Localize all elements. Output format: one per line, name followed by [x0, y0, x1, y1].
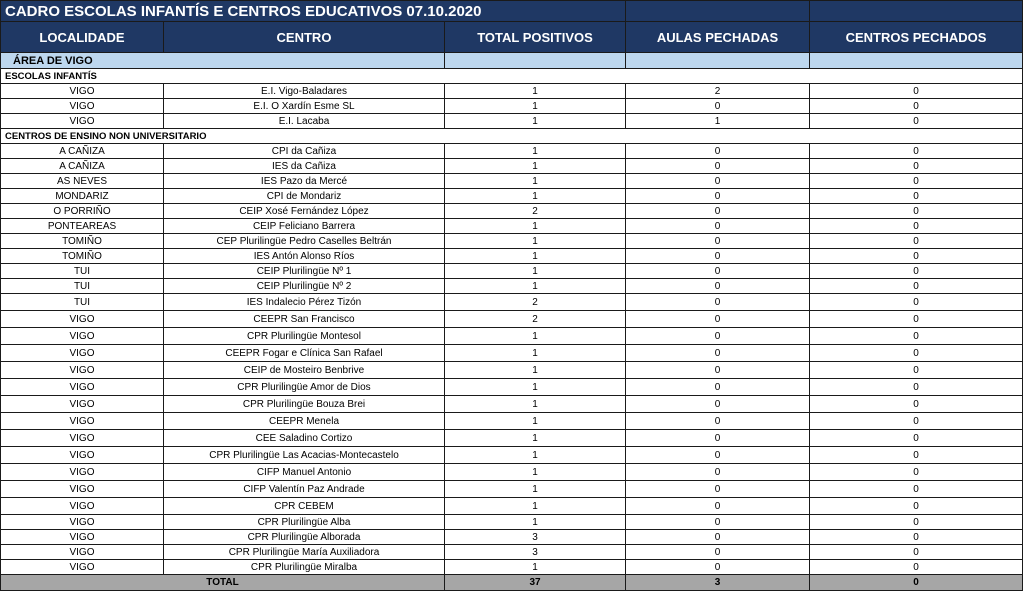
- cell-localidade: TUI: [1, 279, 164, 294]
- table-row: [1, 144, 1023, 159]
- cell-total-positivos: 1: [445, 362, 626, 379]
- cell-centro: CIFP Valentín Paz Andrade: [164, 481, 445, 498]
- table-row: [1, 362, 1023, 379]
- cell-centros-pechados: 0: [810, 328, 1023, 345]
- cell-aulas-pechadas: 0: [626, 249, 810, 264]
- cell-total-positivos: 1: [445, 498, 626, 515]
- cell-aulas-pechadas: 0: [626, 396, 810, 413]
- cell-centros-pechados: 0: [810, 99, 1023, 114]
- cell-aulas-pechadas: 0: [626, 144, 810, 159]
- cell-total-positivos: 1: [445, 174, 626, 189]
- cell-localidade: A CAÑIZA: [1, 144, 164, 159]
- cell-centros-pechados: 0: [810, 498, 1023, 515]
- cell-centro: CPR CEBEM: [164, 498, 445, 515]
- cell-centros-pechados: 0: [810, 379, 1023, 396]
- cell-centro: CPR Plurilingüe María Auxiliadora: [164, 545, 445, 560]
- cell-centros-pechados: 0: [810, 560, 1023, 575]
- cell-aulas-pechadas: 0: [626, 279, 810, 294]
- cell-aulas-pechadas: 0: [626, 234, 810, 249]
- cell-centro: CEP Plurilingüe Pedro Caselles Beltrán: [164, 234, 445, 249]
- cell-centros-pechados: 0: [810, 430, 1023, 447]
- cell-aulas-pechadas: 0: [626, 430, 810, 447]
- section-label: ESCOLAS INFANTÍS: [1, 69, 1023, 84]
- cell-localidade: VIGO: [1, 545, 164, 560]
- cell-localidade: VIGO: [1, 464, 164, 481]
- cell-aulas-pechadas: 0: [626, 379, 810, 396]
- cell-centros-pechados: 0: [810, 159, 1023, 174]
- section-header-row: [1, 129, 1023, 144]
- cell-centros-pechados: 0: [810, 311, 1023, 328]
- cell-centro: CEEPR Fogar e Clínica San Rafael: [164, 345, 445, 362]
- cell-centro: E.I. O Xardín Esme SL: [164, 99, 445, 114]
- table-row: [1, 219, 1023, 234]
- cell-centro: CPI da Cañiza: [164, 144, 445, 159]
- cell-centros-pechados: 0: [810, 464, 1023, 481]
- table-row: [1, 498, 1023, 515]
- cell-localidade: VIGO: [1, 379, 164, 396]
- total-row: [1, 575, 1023, 591]
- table-row: [1, 84, 1023, 99]
- area-row: [1, 53, 1023, 69]
- cell-aulas-pechadas: 0: [626, 189, 810, 204]
- cell-centros-pechados: 0: [810, 294, 1023, 311]
- cell-centro: CEE Saladino Cortizo: [164, 430, 445, 447]
- table-row: [1, 379, 1023, 396]
- cell-centro: E.I. Vigo-Baladares: [164, 84, 445, 99]
- cell-total-positivos: 1: [445, 413, 626, 430]
- cell-aulas-pechadas: 0: [626, 294, 810, 311]
- area-blank-cell: [626, 53, 810, 69]
- cell-aulas-pechadas: 0: [626, 545, 810, 560]
- cell-centros-pechados: 0: [810, 396, 1023, 413]
- section-label: CENTROS DE ENSINO NON UNIVERSITARIO: [1, 129, 1023, 144]
- table-row: [1, 204, 1023, 219]
- cell-centros-pechados: 0: [810, 249, 1023, 264]
- cell-centro: E.I. Lacaba: [164, 114, 445, 129]
- table-row: [1, 328, 1023, 345]
- cell-total-positivos: 2: [445, 204, 626, 219]
- cell-localidade: VIGO: [1, 430, 164, 447]
- cell-localidade: VIGO: [1, 560, 164, 575]
- cell-total-positivos: 1: [445, 379, 626, 396]
- cell-centro: IES Indalecio Pérez Tizón: [164, 294, 445, 311]
- cell-localidade: VIGO: [1, 84, 164, 99]
- table-row: [1, 413, 1023, 430]
- cell-localidade: TUI: [1, 264, 164, 279]
- header-centros-pechados: CENTROS PECHADOS: [810, 22, 1023, 53]
- cell-aulas-pechadas: 0: [626, 530, 810, 545]
- table-row: [1, 264, 1023, 279]
- cell-centro: CPR Plurilingüe Alborada: [164, 530, 445, 545]
- cell-total-positivos: 2: [445, 294, 626, 311]
- table-row: [1, 114, 1023, 129]
- cell-total-positivos: 1: [445, 234, 626, 249]
- table-row: [1, 345, 1023, 362]
- cell-total-positivos: 1: [445, 481, 626, 498]
- cell-centro: IES Antón Alonso Ríos: [164, 249, 445, 264]
- area-blank-cell: [810, 53, 1023, 69]
- cell-centro: CPR Plurilingüe Bouza Brei: [164, 396, 445, 413]
- total-aulas-pechadas: 3: [626, 575, 810, 591]
- area-label: ÁREA DE VIGO: [1, 53, 445, 69]
- cell-total-positivos: 1: [445, 189, 626, 204]
- table-row: [1, 279, 1023, 294]
- cell-centros-pechados: 0: [810, 345, 1023, 362]
- table-row: [1, 234, 1023, 249]
- cell-total-positivos: 1: [445, 464, 626, 481]
- cell-localidade: VIGO: [1, 328, 164, 345]
- total-centros-pechados: 0: [810, 575, 1023, 591]
- cell-aulas-pechadas: 0: [626, 560, 810, 575]
- cell-localidade: A CAÑIZA: [1, 159, 164, 174]
- table-row: [1, 189, 1023, 204]
- cell-centro: CIFP Manuel Antonio: [164, 464, 445, 481]
- table-row: [1, 560, 1023, 575]
- cell-aulas-pechadas: 0: [626, 413, 810, 430]
- cell-total-positivos: 2: [445, 311, 626, 328]
- cell-localidade: VIGO: [1, 498, 164, 515]
- table-row: [1, 447, 1023, 464]
- cell-aulas-pechadas: 0: [626, 481, 810, 498]
- header-total-positivos: TOTAL POSITIVOS: [445, 22, 626, 53]
- cell-aulas-pechadas: 0: [626, 515, 810, 530]
- cell-aulas-pechadas: 0: [626, 264, 810, 279]
- cell-localidade: VIGO: [1, 99, 164, 114]
- cell-total-positivos: 1: [445, 447, 626, 464]
- cell-centros-pechados: 0: [810, 481, 1023, 498]
- cell-total-positivos: 1: [445, 84, 626, 99]
- cell-localidade: MONDARIZ: [1, 189, 164, 204]
- section-header-row: [1, 69, 1023, 84]
- total-label: TOTAL: [1, 575, 445, 591]
- header-centro: CENTRO: [164, 22, 445, 53]
- cell-aulas-pechadas: 0: [626, 345, 810, 362]
- table-row: [1, 311, 1023, 328]
- cell-centro: CPR Plurilingüe Las Acacias-Montecastelo: [164, 447, 445, 464]
- cell-aulas-pechadas: 0: [626, 204, 810, 219]
- cell-centros-pechados: 0: [810, 279, 1023, 294]
- table-row: [1, 481, 1023, 498]
- cell-centros-pechados: 0: [810, 530, 1023, 545]
- cell-centros-pechados: 0: [810, 362, 1023, 379]
- cell-centro: CEIP Plurilingüe Nº 2: [164, 279, 445, 294]
- cell-aulas-pechadas: 0: [626, 362, 810, 379]
- cell-localidade: VIGO: [1, 413, 164, 430]
- cell-centro: CPR Plurilingüe Montesol: [164, 328, 445, 345]
- title-blank-cell: [810, 1, 1023, 22]
- title-row: [1, 1, 1023, 22]
- table-row: [1, 464, 1023, 481]
- table-row: [1, 515, 1023, 530]
- cell-centros-pechados: 0: [810, 174, 1023, 189]
- cell-centros-pechados: 0: [810, 413, 1023, 430]
- cell-total-positivos: 3: [445, 545, 626, 560]
- cell-aulas-pechadas: 0: [626, 174, 810, 189]
- cell-localidade: O PORRIÑO: [1, 204, 164, 219]
- cell-centros-pechados: 0: [810, 545, 1023, 560]
- table-row: [1, 174, 1023, 189]
- cell-total-positivos: 1: [445, 328, 626, 345]
- cell-centros-pechados: 0: [810, 204, 1023, 219]
- cell-total-positivos: 1: [445, 515, 626, 530]
- table-body: [1, 1, 1023, 591]
- cell-total-positivos: 1: [445, 114, 626, 129]
- header-localidade: LOCALIDADE: [1, 22, 164, 53]
- cell-total-positivos: 1: [445, 396, 626, 413]
- cell-localidade: VIGO: [1, 345, 164, 362]
- header-row: [1, 22, 1023, 53]
- cell-localidade: VIGO: [1, 447, 164, 464]
- cell-localidade: TUI: [1, 294, 164, 311]
- cell-localidade: VIGO: [1, 481, 164, 498]
- cell-centro: IES da Cañiza: [164, 159, 445, 174]
- cell-centro: CEEPR Menela: [164, 413, 445, 430]
- cell-localidade: VIGO: [1, 311, 164, 328]
- cell-total-positivos: 1: [445, 249, 626, 264]
- cell-localidade: VIGO: [1, 114, 164, 129]
- cell-centro: CEIP Feliciano Barrera: [164, 219, 445, 234]
- cell-centro: CEEPR San Francisco: [164, 311, 445, 328]
- table-row: [1, 545, 1023, 560]
- area-blank-cell: [445, 53, 626, 69]
- cell-localidade: VIGO: [1, 530, 164, 545]
- title-blank-cell: [626, 1, 810, 22]
- page-title: CADRO ESCOLAS INFANTÍS E CENTROS EDUCATIVOS 07.10.2020: [1, 1, 626, 22]
- cell-centros-pechados: 0: [810, 144, 1023, 159]
- cell-centro: CPR Plurilingüe Amor de Dios: [164, 379, 445, 396]
- cell-total-positivos: 1: [445, 345, 626, 362]
- cell-centro: IES Pazo da Mercé: [164, 174, 445, 189]
- cell-centros-pechados: 0: [810, 114, 1023, 129]
- cell-aulas-pechadas: 0: [626, 328, 810, 345]
- header-aulas-pechadas: AULAS PECHADAS: [626, 22, 810, 53]
- table-row: [1, 159, 1023, 174]
- table-row: [1, 396, 1023, 413]
- table-row: [1, 99, 1023, 114]
- cell-aulas-pechadas: 0: [626, 99, 810, 114]
- cell-localidade: VIGO: [1, 362, 164, 379]
- cell-centros-pechados: 0: [810, 84, 1023, 99]
- table-row: [1, 294, 1023, 311]
- cell-centro: CEIP de Mosteiro Benbrive: [164, 362, 445, 379]
- cell-centro: CPR Plurilingüe Alba: [164, 515, 445, 530]
- cell-centro: CPI de Mondariz: [164, 189, 445, 204]
- cell-localidade: TOMIÑO: [1, 234, 164, 249]
- cell-localidade: VIGO: [1, 515, 164, 530]
- cell-centros-pechados: 0: [810, 219, 1023, 234]
- table-row: [1, 430, 1023, 447]
- cell-aulas-pechadas: 0: [626, 311, 810, 328]
- cell-aulas-pechadas: 0: [626, 498, 810, 515]
- cell-centro: CEIP Plurilingüe Nº 1: [164, 264, 445, 279]
- cell-aulas-pechadas: 0: [626, 219, 810, 234]
- cell-aulas-pechadas: 2: [626, 84, 810, 99]
- table-row: [1, 249, 1023, 264]
- table-row: [1, 530, 1023, 545]
- cell-total-positivos: 3: [445, 530, 626, 545]
- cell-aulas-pechadas: 0: [626, 159, 810, 174]
- cell-centro: CEIP Xosé Fernández López: [164, 204, 445, 219]
- cell-centros-pechados: 0: [810, 234, 1023, 249]
- cell-total-positivos: 1: [445, 99, 626, 114]
- cell-aulas-pechadas: 1: [626, 114, 810, 129]
- cell-localidade: VIGO: [1, 396, 164, 413]
- cell-centros-pechados: 0: [810, 264, 1023, 279]
- cell-centros-pechados: 0: [810, 515, 1023, 530]
- cell-aulas-pechadas: 0: [626, 447, 810, 464]
- cell-total-positivos: 1: [445, 560, 626, 575]
- cell-localidade: AS NEVES: [1, 174, 164, 189]
- cell-total-positivos: 1: [445, 144, 626, 159]
- cell-total-positivos: 1: [445, 219, 626, 234]
- cell-total-positivos: 1: [445, 430, 626, 447]
- cell-centros-pechados: 0: [810, 189, 1023, 204]
- total-positivos: 37: [445, 575, 626, 591]
- cell-centros-pechados: 0: [810, 447, 1023, 464]
- cell-localidade: TOMIÑO: [1, 249, 164, 264]
- cell-centro: CPR Plurilingüe Miralba: [164, 560, 445, 575]
- cell-aulas-pechadas: 0: [626, 464, 810, 481]
- cell-localidade: PONTEAREAS: [1, 219, 164, 234]
- cell-total-positivos: 1: [445, 159, 626, 174]
- cell-total-positivos: 1: [445, 279, 626, 294]
- cell-total-positivos: 1: [445, 264, 626, 279]
